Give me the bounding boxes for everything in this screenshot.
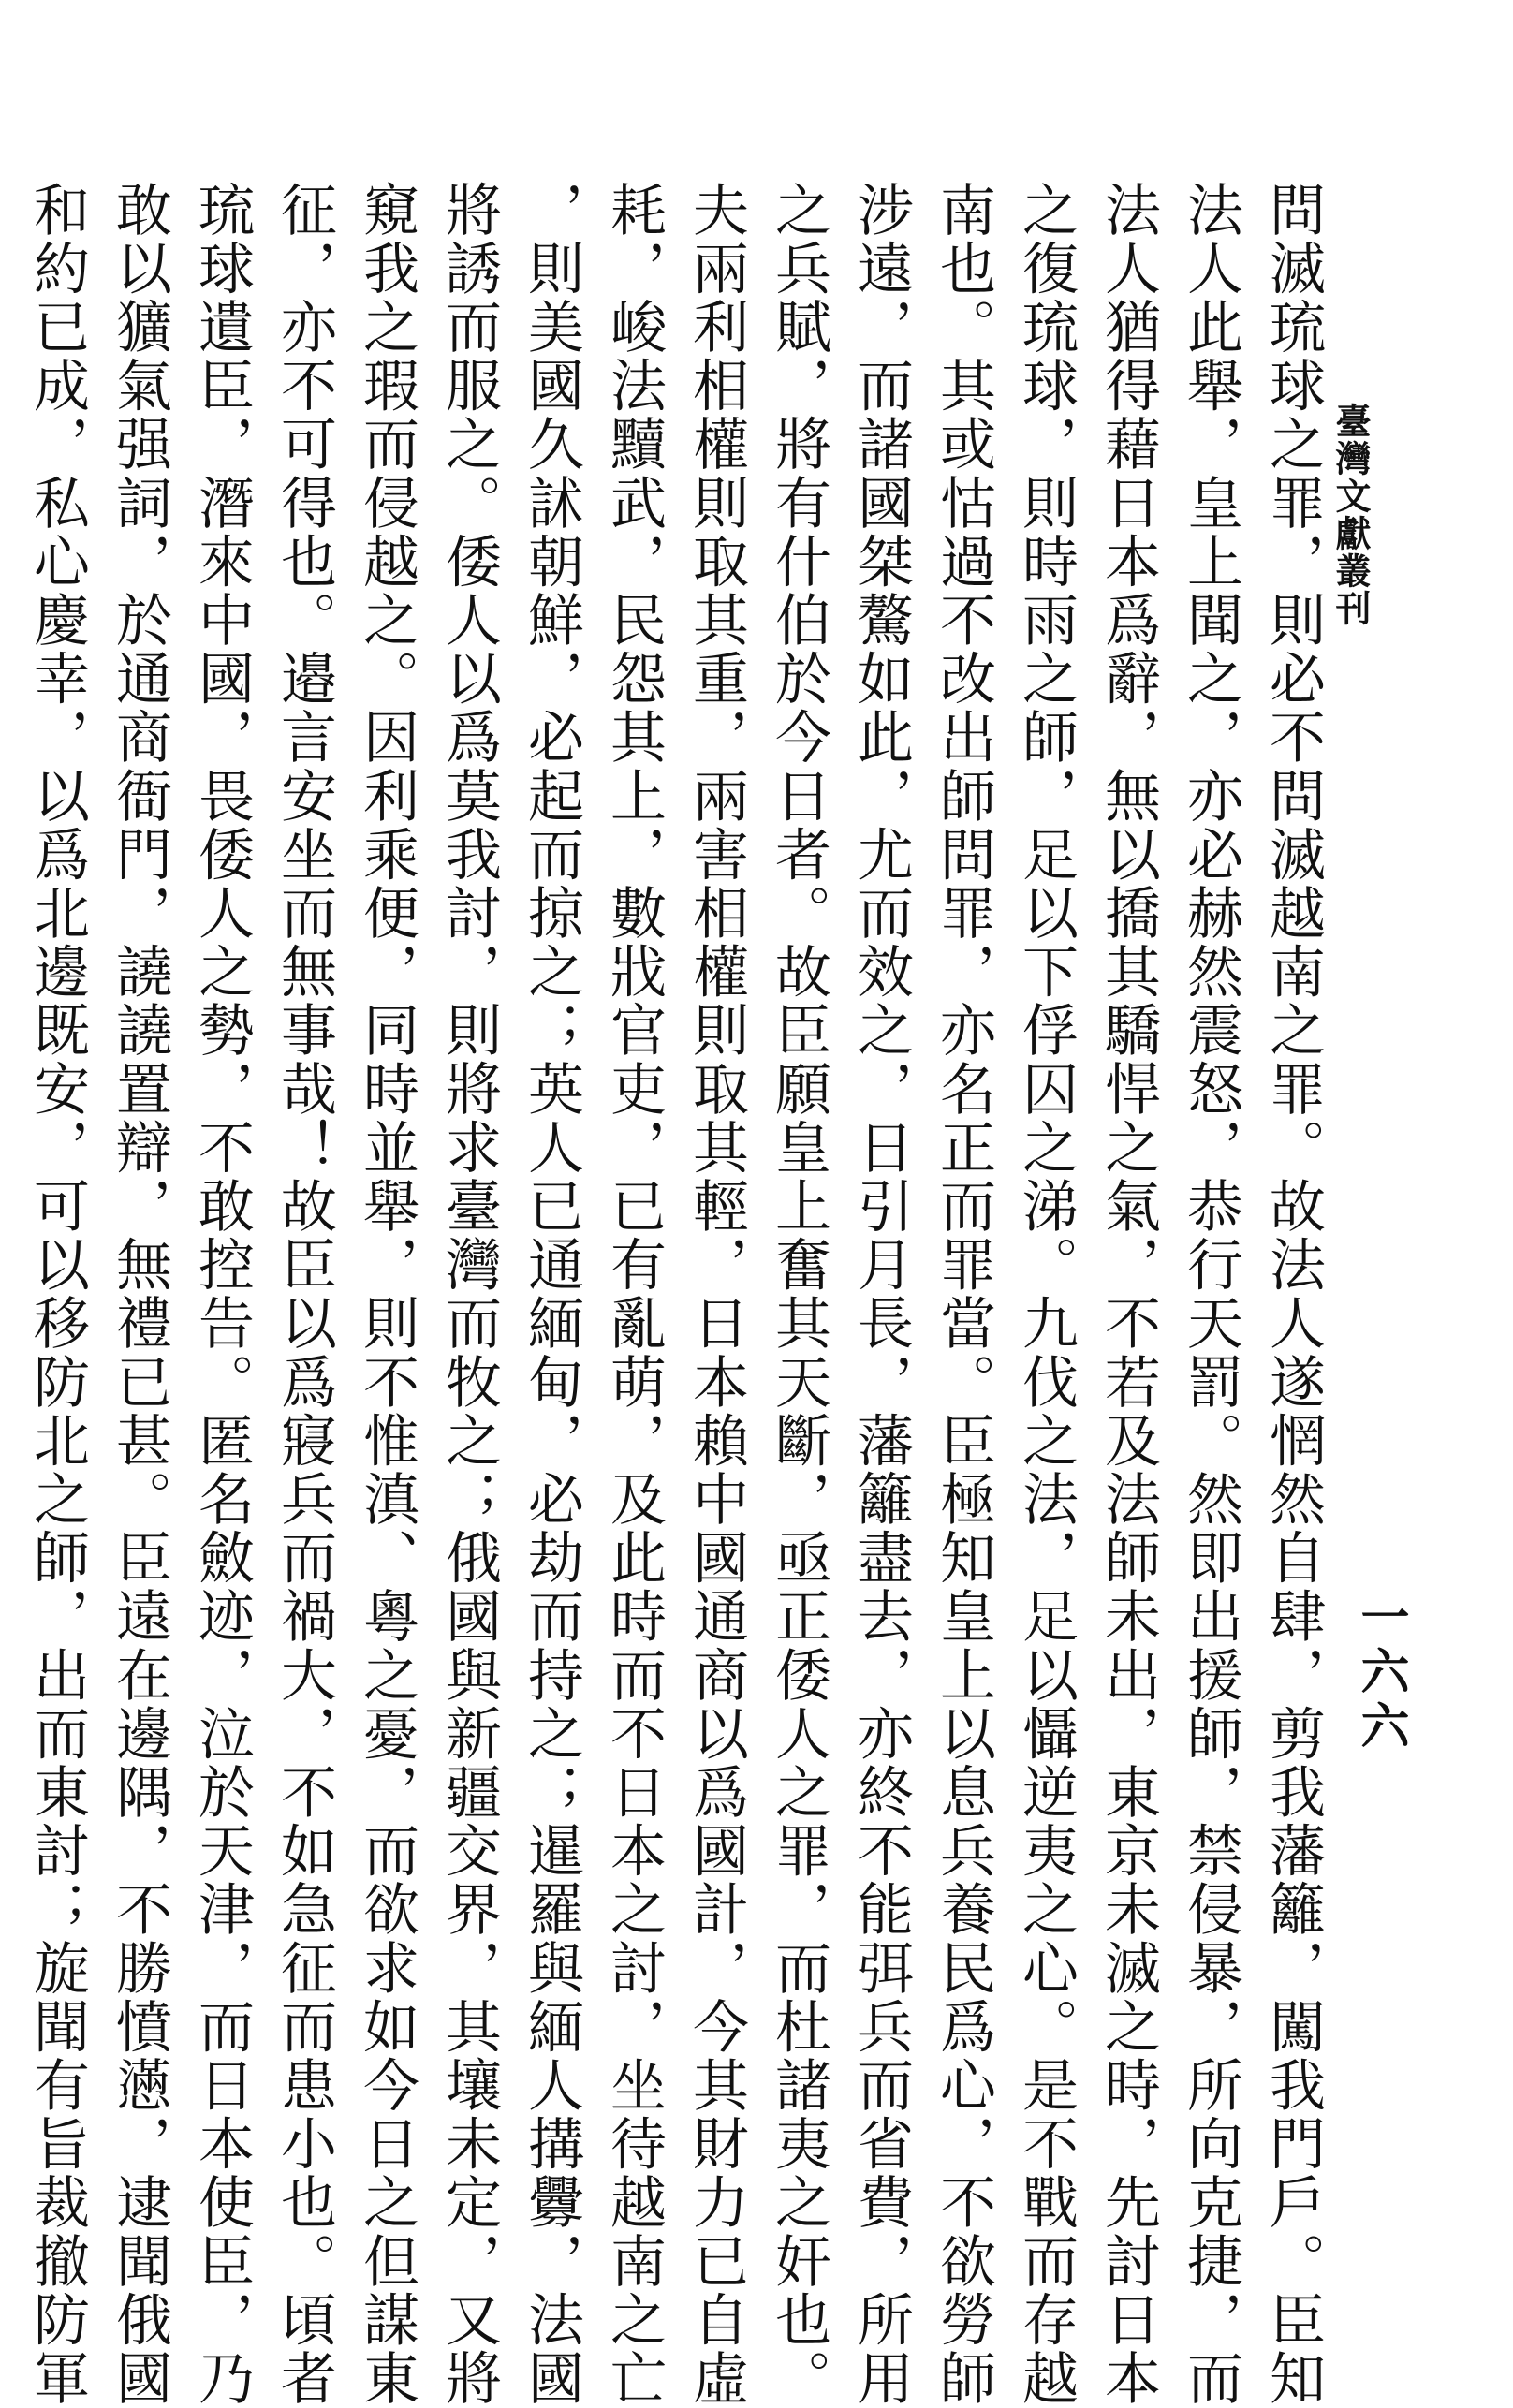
running-title: 臺灣文獻叢刊 — [1329, 403, 1372, 627]
text-column: 法人猶得藉日本爲辭，無以撟其驕悍之氣，不若及法師未出，東京未滅之時，先討日本 — [1095, 181, 1161, 2408]
text-column: 法人此舉，皇上聞之，亦必赫然震怒，恭行天罰。然即出援師，禁侵暴，所向克捷，而 — [1178, 181, 1243, 2408]
text-column: 夫兩利相權則取其重，兩害相權則取其輕，日本賴中國通商以爲國計，今其財力已自虛 — [683, 181, 749, 2408]
text-column: 之兵賦，將有什伯於今日者。故臣願皇上奮其天斷，亟正倭人之罪，而杜諸夷之奸也。 — [766, 181, 831, 2408]
text-column: 南也。其或怙過不改出師問罪，亦名正而罪當。臣極知皇上以息兵養民爲心，不欲勞師 — [931, 181, 996, 2408]
text-column: 之復琉球，則時雨之師，足以下俘囚之涕。九伐之法，足以懾逆夷之心。是不戰而存越 — [1013, 181, 1079, 2408]
text-column: 將誘而服之。倭人以爲莫我討，則將求臺灣而牧之；俄國與新疆交界，其壤未定，又將 — [436, 181, 502, 2408]
text-column: 耗，峻法黷武，民怨其上，數戕官吏，已有亂萌，及此時而不日本之討，坐待越南之亡 — [601, 181, 667, 2408]
text-column: 窺我之瑕而侵越之。因利乘便，同時並舉，則不惟滇、粵之憂，而欲求如今日之但謀東 — [354, 181, 419, 2408]
body-text — [24, 181, 1334, 2408]
text-column: 征，亦不可得也。邉言安坐而無事哉！故臣以爲寢兵而禍大，不如急征而患小也。頃者 — [272, 181, 337, 2408]
text-column: 問滅琉球之罪，則必不問滅越南之罪。故法人遂惘然自肆，剪我藩籬，闖我門戶。臣知 — [1260, 181, 1326, 2408]
text-column: 和約已成，私心慶幸，以爲北邊既安，可以移防北之師，出而東討；旋聞有旨裁撤防軍 — [24, 181, 90, 2408]
text-column: 敢以獷氣强詞，於通商衙門，譊譊置辯，無禮已甚。臣遠在邊隅，不勝憤懣，逮聞俄國 — [107, 181, 172, 2408]
page-number: 一六六 — [1352, 1592, 1409, 1755]
text-column: 琉球遺臣，潛來中國，畏倭人之勢，不敢控告。匿名斂迹，泣於天津，而日本使臣，乃 — [189, 181, 255, 2408]
text-column: 涉遠，而諸國桀驁如此，尤而效之，日引月長，藩籬盡去，亦終不能弭兵而省費，所用 — [848, 181, 914, 2408]
text-column: ，則美國久訹朝鮮，必起而掠之；英人已通緬甸，必劫而持之；暹羅與緬人搆釁，法國 — [519, 181, 584, 2408]
